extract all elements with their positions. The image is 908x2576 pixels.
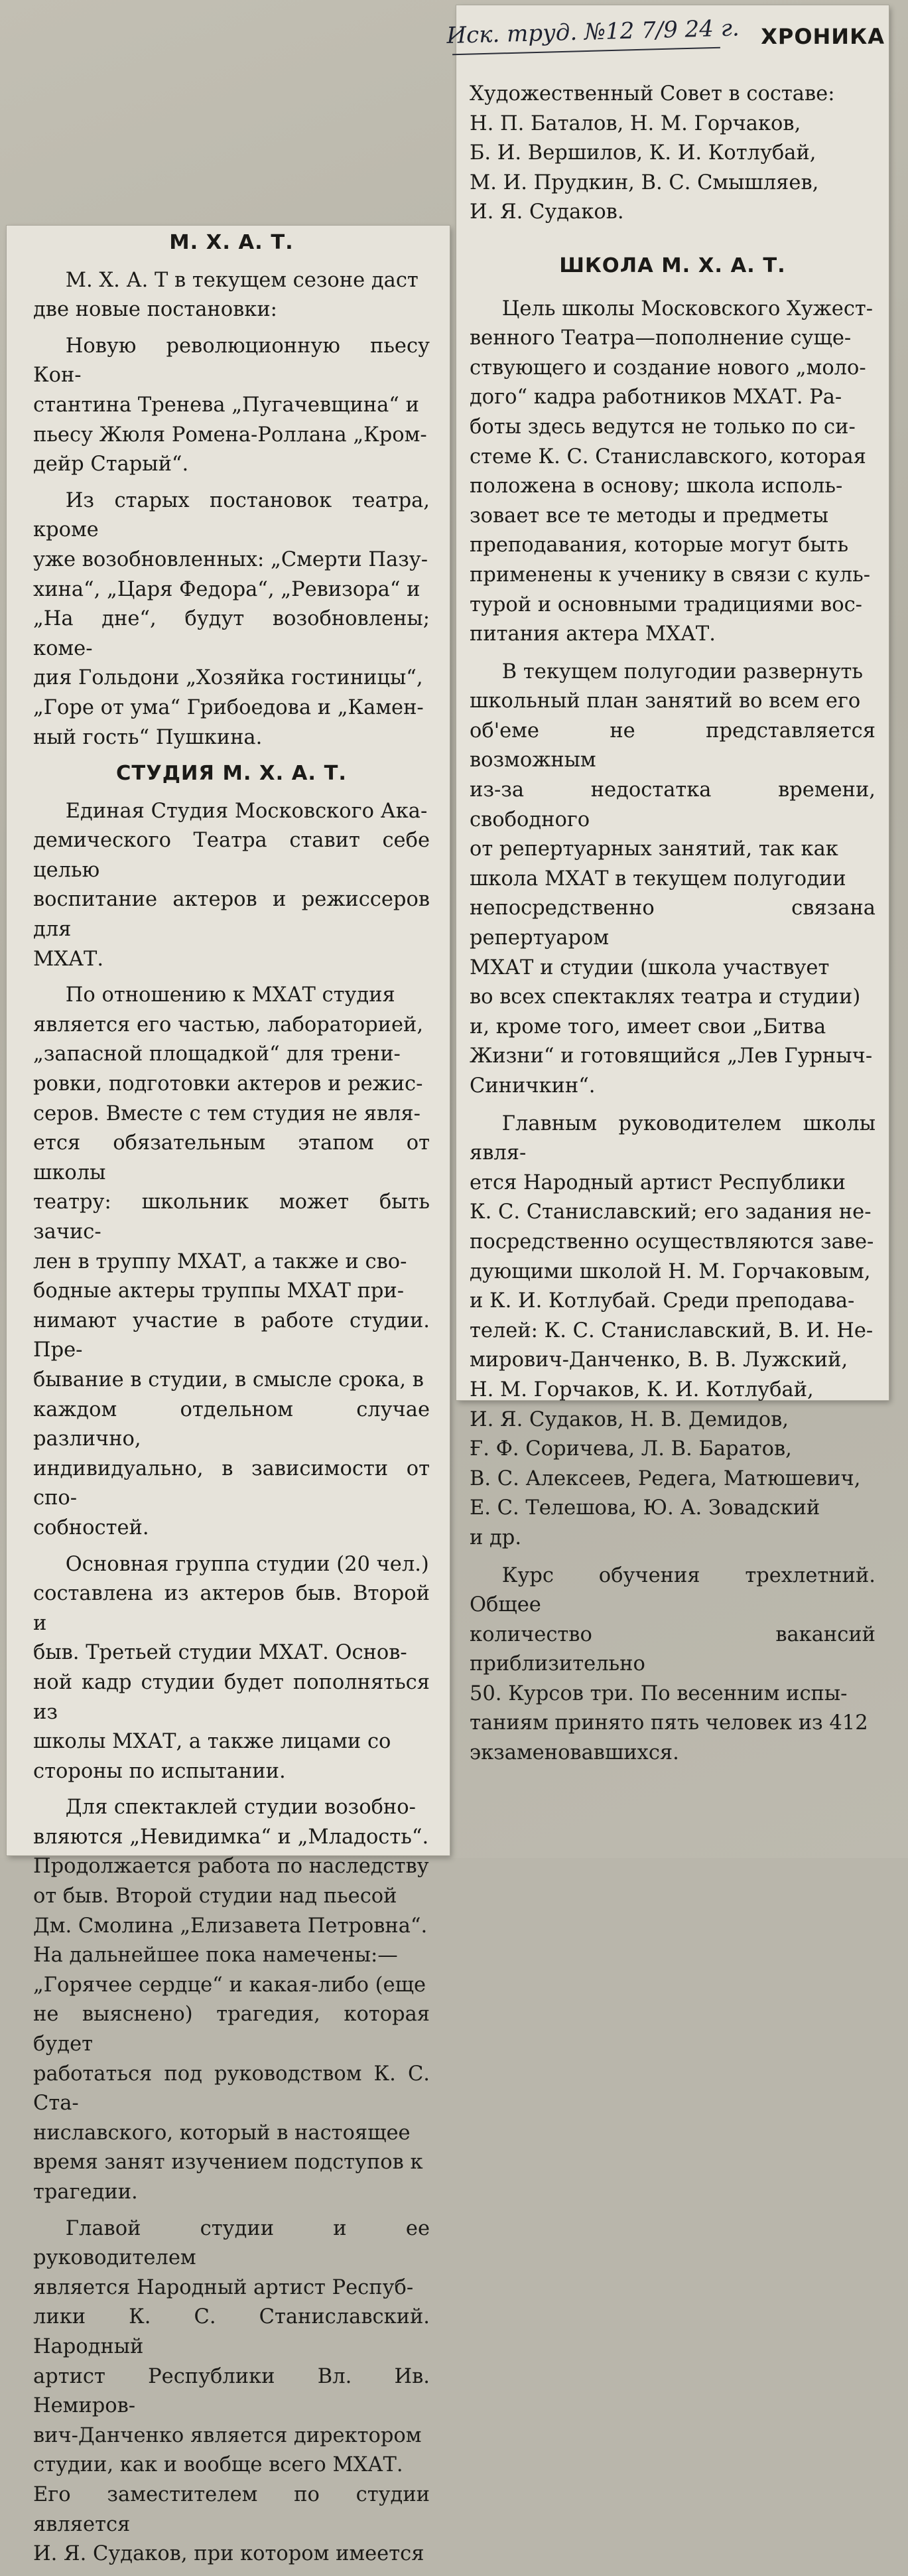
- text-line: от репертуарных занятий, так как: [470, 837, 838, 861]
- text-line: стантина Тренева „Пугачевщина“ и: [33, 393, 419, 417]
- text-line: мирович-Данченко, В. В. Лужский,: [470, 1348, 848, 1372]
- masthead: [446, 15, 889, 53]
- text-line: Дм. Смолина „Елизавета Петровна“.: [33, 1914, 428, 1938]
- text-line: и, кроме того, имеет свои „Битва: [470, 1015, 826, 1038]
- text-line: индивидуально, в зависимости от спо-: [33, 1457, 430, 1510]
- text-line: Цель школы Московского Хужест-: [501, 297, 874, 321]
- text-line: зовает все те методы и предметы: [470, 504, 828, 528]
- text-line: воспитание актеров и режиссеров для: [33, 888, 430, 942]
- text-line: время занят изучением подступов к: [33, 2151, 423, 2175]
- text-line: работаться под руководством К. С. Ста-: [33, 2062, 430, 2115]
- paragraph: [33, 486, 430, 752]
- text-line: демического Театра ставит себе целью: [33, 829, 430, 882]
- text-line: дующими школой Н. М. Горчаковым,: [470, 1259, 871, 1283]
- text-line: серов. Вместе с тем студия не явля-: [33, 1102, 421, 1125]
- text-line: артист Республики Вл. Ив. Немиров-: [33, 2364, 430, 2418]
- text-line: Художественный Совет в составе:: [470, 82, 835, 106]
- text-line: посредственно осуществляются заве-: [470, 1230, 874, 1253]
- text-line: В текущем полугодии развернуть: [501, 660, 863, 683]
- section-heading: М. Х. А. Т.: [169, 231, 294, 254]
- text-line: школа МХАТ в текущем полугодии: [470, 867, 846, 891]
- text-line: Жизни“ и готовящийся „Лев Гурныч-: [470, 1044, 873, 1068]
- paragraph: [470, 80, 876, 228]
- text-line: является Народный артист Респуб-: [33, 2275, 414, 2299]
- text-line: хина“, „Царя Федора“, „Ревизора“ и: [33, 577, 421, 601]
- text-line: МХАТ.: [33, 947, 104, 971]
- text-line: В. С. Алексеев, Редега, Матюшевич,: [470, 1467, 861, 1490]
- text-line: Для спектаклей студии возобно-: [65, 1796, 416, 1820]
- handwritten-note: Иск. труд. №12 7/9 24 г.: [446, 15, 740, 49]
- paragraph: [470, 658, 876, 1102]
- text-line: Главным руководителем школы явля-: [470, 1111, 876, 1165]
- text-line: Н. П. Баталов, Н. М. Горчаков,: [470, 111, 801, 135]
- text-line: положена в основу; школа исполь-: [470, 474, 843, 498]
- text-line: питания актера МХАТ.: [470, 622, 716, 646]
- text-line: быв. Третьей студии МХАТ. Основ-: [33, 1641, 407, 1665]
- text-line: и К. И. Котлубай. Среди преподава-: [470, 1289, 855, 1313]
- clipping-right: [446, 5, 889, 1765]
- section-title: ХРОНИКА: [761, 24, 885, 49]
- text-line: ной кадр студии будет пополняться из: [33, 1670, 430, 1724]
- text-line: Основная группа студии (20 чел.): [65, 1552, 429, 1576]
- text-line: об'еме не представляется возможным: [470, 719, 876, 772]
- text-line: ется Народный артист Республики: [470, 1171, 846, 1194]
- text-line: телей: К. С. Станиславский, В. И. Не-: [470, 1319, 874, 1342]
- text-line: Продолжается работа по наследству: [33, 1855, 429, 1879]
- text-line: преподавания, которые могут быть: [470, 534, 849, 557]
- text-line: „Горе от ума“ Грибоедова и „Камен-: [33, 695, 424, 719]
- handwritten-underline: [452, 47, 720, 56]
- text-line: „Горячее сердце“ и какая-либо (еще: [33, 1973, 426, 1997]
- paragraph: [33, 1793, 430, 2207]
- paragraph: [33, 332, 430, 480]
- text-line: экзаменовавшихся.: [470, 1741, 679, 1765]
- text-line: По отношению к МХАТ студия: [65, 983, 395, 1007]
- section-heading: ШКОЛА М. Х. А. Т.: [559, 253, 786, 277]
- text-line: турой и основными традициями вос-: [470, 593, 862, 616]
- text-line: ствующего и создание нового „моло-: [470, 356, 866, 380]
- paragraph: [470, 295, 876, 650]
- right-column: [470, 80, 876, 1776]
- text-line: собностей.: [33, 1516, 149, 1539]
- text-line: пьесу Жюля Ромена-Роллана „Кром-: [33, 423, 427, 447]
- text-line: М. И. Прудкин, В. С. Смышляев,: [470, 171, 819, 194]
- text-line: М. Х. А. Т в текущем сезоне даст: [65, 268, 419, 292]
- text-line: таниям принято пять человек из 412: [470, 1711, 868, 1735]
- text-line: Его заместителем по студии является: [33, 2482, 430, 2536]
- text-line: Н. М. Горчаков, К. И. Котлубай,: [470, 1378, 814, 1401]
- text-line: ный гость“ Пушкина.: [33, 725, 263, 749]
- text-line: театру: школьник может быть зачис-: [33, 1190, 430, 1244]
- left-column: [33, 228, 430, 2576]
- text-line: во всех спектаклях театра и студии): [470, 985, 861, 1009]
- text-line: И. Я. Судаков.: [470, 200, 624, 224]
- text-line: Новую революционную пьесу Кон-: [33, 334, 430, 388]
- text-line: ниславского, который в настоящее: [33, 2121, 411, 2145]
- text-line: применены к ученику в связи с куль-: [470, 563, 870, 587]
- text-line: от быв. Второй студии над пьесой: [33, 1885, 397, 1908]
- text-line: Б. И. Вершилов, К. И. Котлубай,: [470, 141, 816, 165]
- text-line: Главой студии и ее руководителем: [33, 2216, 430, 2270]
- text-line: Курс обучения трехлетний. Общее: [470, 1563, 876, 1617]
- paragraph: [470, 1109, 876, 1553]
- paragraph: [33, 981, 430, 1543]
- text-line: Единая Студия Московского Ака-: [65, 799, 428, 823]
- text-line: стороны по испытании.: [33, 1759, 286, 1783]
- text-line: две новые постановки:: [33, 298, 277, 322]
- text-line: И. Я. Судаков, Н. В. Демидов,: [470, 1407, 789, 1431]
- text-line: дейр Старый“.: [33, 453, 189, 476]
- text-line: Ғ. Ф. Соричева, Л. В. Баратов,: [470, 1437, 792, 1461]
- text-line: 50. Курсов три. По весенним испы-: [470, 1682, 848, 1705]
- text-line: вич-Данченко является директором: [33, 2423, 422, 2447]
- text-line: стеме К. С. Станиславского, которая: [470, 445, 866, 468]
- text-line: школьный план занятий во всем его: [470, 689, 861, 713]
- text-line: лен в труппу МХАТ, а также и сво-: [33, 1250, 407, 1273]
- text-line: ровки, подготовки актеров и режис-: [33, 1072, 423, 1096]
- text-line: „запасной площадкой“ для трени-: [33, 1042, 401, 1066]
- paragraph: [470, 1561, 876, 1768]
- text-line: количество вакансий приблизительно: [470, 1622, 876, 1676]
- text-line: и др.: [470, 1526, 522, 1549]
- text-line: непосредственно связана репертуаром: [470, 896, 876, 950]
- text-line: Е. С. Телешова, Ю. А. Зовадский: [470, 1496, 820, 1520]
- text-line: школы МХАТ, а также лицами со: [33, 1730, 391, 1754]
- paragraph: [33, 1550, 430, 1787]
- text-line: уже возобновленных: „Смерти Пазу-: [33, 547, 428, 571]
- text-line: ется обязательным этапом от школы: [33, 1131, 430, 1184]
- text-line: бывание в студии, в смысле срока, в: [33, 1368, 424, 1392]
- text-line: является его частью, лабораторией,: [33, 1013, 424, 1037]
- text-line: дия Гольдони „Хозяйка гостиницы“,: [33, 666, 423, 690]
- text-line: боты здесь ведутся не только по си-: [470, 415, 856, 439]
- text-line: нимают участие в работе студии. Пре-: [33, 1309, 430, 1362]
- paragraph: [33, 266, 430, 325]
- text-line: И. Я. Судаков, при котором имеется: [33, 2542, 424, 2566]
- text-line: „На дне“, будут возобновлены; коме-: [33, 607, 430, 660]
- text-line: бодные актеры труппы МХАТ при-: [33, 1279, 405, 1303]
- text-line: студии, как и вообще всего МХАТ.: [33, 2453, 403, 2477]
- text-line: Синичкин“.: [470, 1074, 596, 1098]
- text-line: трагедии.: [33, 2181, 138, 2204]
- text-line: не выяснено) трагедия, которая будет: [33, 2003, 430, 2056]
- text-line: лики К. С. Станиславский. Народный: [33, 2305, 430, 2358]
- text-line: К. С. Станиславский; его задания не-: [470, 1200, 872, 1224]
- section-heading: СТУДИЯ М. Х. А. Т.: [116, 762, 347, 786]
- text-line: На дальнейшее пока намечены:—: [33, 1944, 398, 1968]
- text-line: МХАТ и студии (школа участвует: [470, 956, 830, 979]
- text-line: каждом отдельном случае различно,: [33, 1397, 430, 1451]
- text-line: вляются „Невидимка“ и „Младость“.: [33, 1825, 429, 1849]
- text-line: из-за недостатка времени, свободного: [470, 778, 876, 831]
- text-line: составлена из актеров быв. Второй и: [33, 1582, 430, 1635]
- clipping-left: [7, 226, 450, 2566]
- paragraph: [33, 2214, 430, 2569]
- text-line: дого“ кадра работников МХАТ. Ра-: [470, 386, 842, 409]
- text-line: венного Театра—пополнение суще-: [470, 326, 852, 350]
- text-line: Из старых постановок театра, кроме: [33, 488, 430, 542]
- paragraph: [33, 797, 430, 975]
